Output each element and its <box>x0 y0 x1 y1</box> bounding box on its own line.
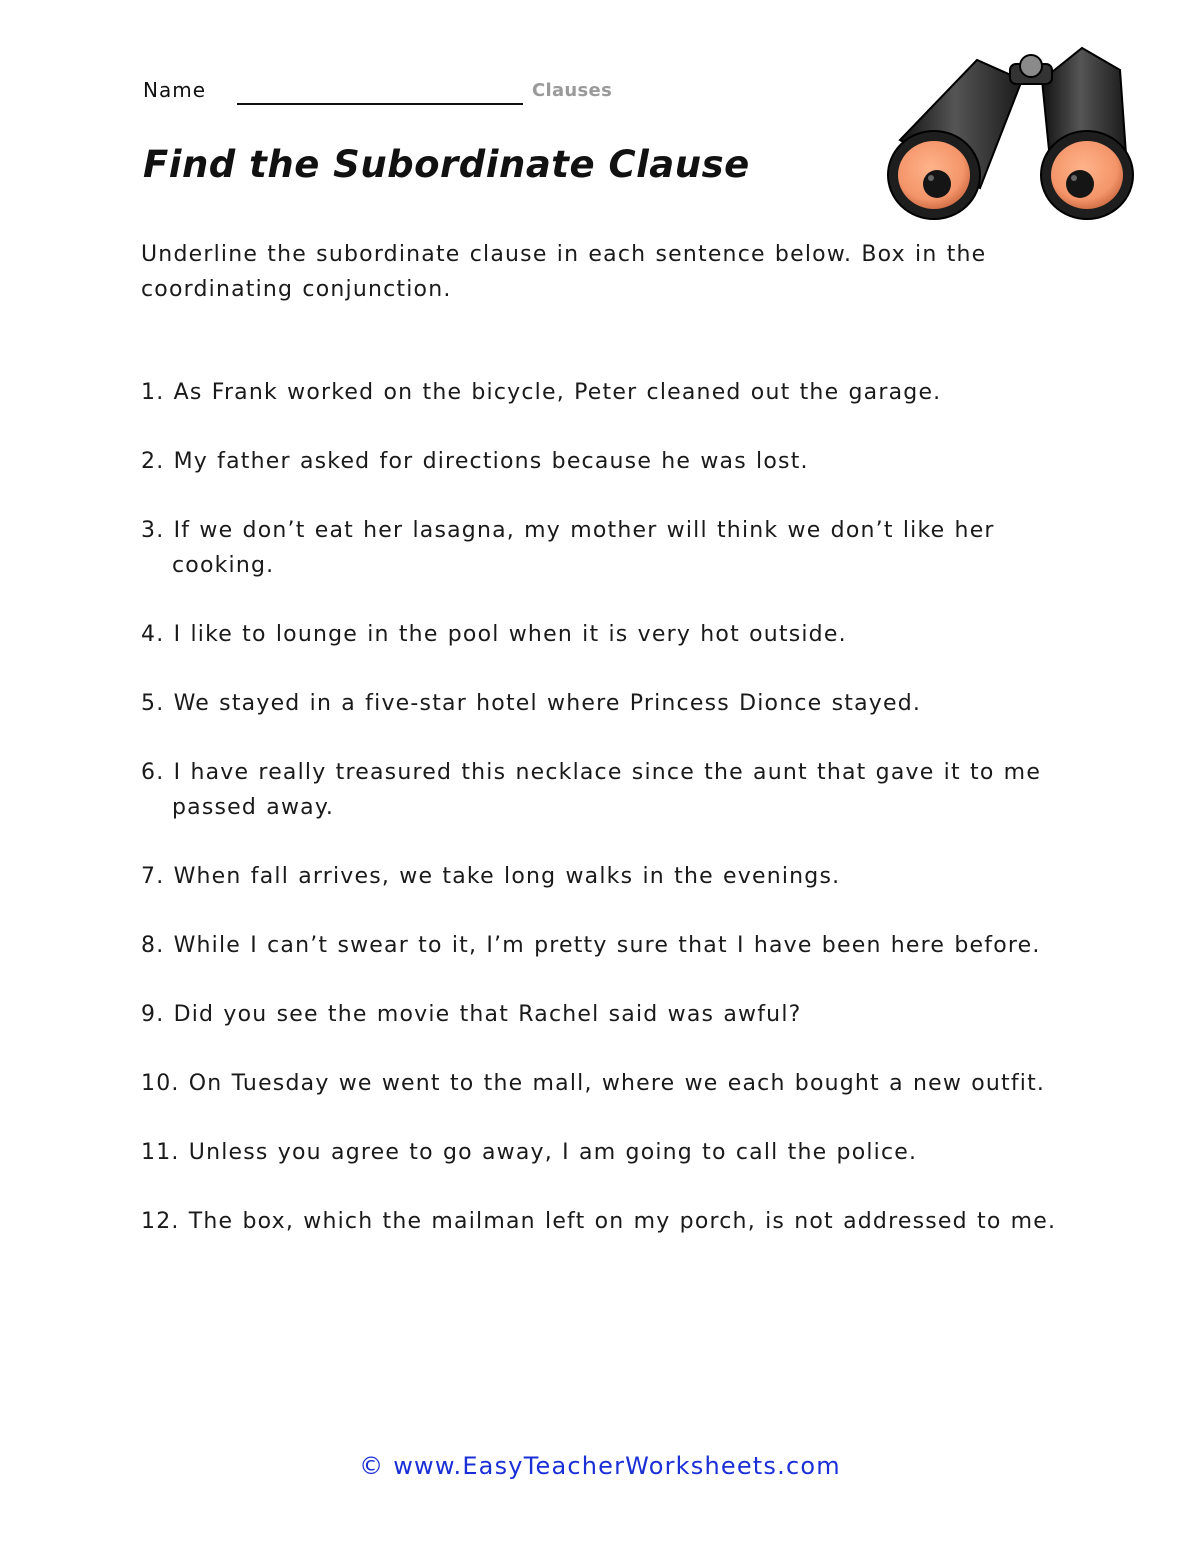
question-item: 9. Did you see the movie that Rachel said was awful? <box>141 1002 802 1027</box>
topic-label: Clauses <box>532 80 613 101</box>
question-item: 4. I like to lounge in the pool when it is very hot outside. <box>141 622 847 647</box>
name-label: Name <box>143 78 207 102</box>
binoculars-icon <box>882 40 1140 220</box>
question-item: 1. As Frank worked on the bicycle, Peter cleaned out the garage. <box>141 380 942 405</box>
question-item: 3. If we don’t eat her lasagna, my mother will think we don’t like her cooking. <box>141 518 995 578</box>
page-title: Find the Subordinate Clause <box>143 143 750 186</box>
question-item: 6. I have really treasured this necklace since the aunt that gave it to me passed away. <box>141 760 1042 820</box>
question-list <box>141 375 1061 1273</box>
worksheet-header <box>143 74 743 108</box>
footer-copyright-link[interactable]: © www.EasyTeacherWorksheets.com <box>359 1452 841 1480</box>
question-item: 11. Unless you agree to go away, I am going to call the police. <box>141 1140 918 1165</box>
question-item: 10. On Tuesday we went to the mall, where we each bought a new outfit. <box>141 1071 1046 1096</box>
question-item: 12. The box, which the mailman left on my porch, is not addressed to me. <box>141 1209 1057 1234</box>
question-item: 5. We stayed in a five-star hotel where Princess Dionce stayed. <box>141 691 922 716</box>
name-blank-line[interactable] <box>237 103 523 105</box>
instructions: Underline the subordinate clause in each sentence below. Box in the coordinating conjunction. <box>141 242 987 302</box>
question-item: 2. My father asked for directions because he was lost. <box>141 449 809 474</box>
question-item: 8. While I can’t swear to it, I’m pretty sure that I have been here before. <box>141 933 1041 958</box>
question-item: 7. When fall arrives, we take long walks in the evenings. <box>141 864 841 889</box>
